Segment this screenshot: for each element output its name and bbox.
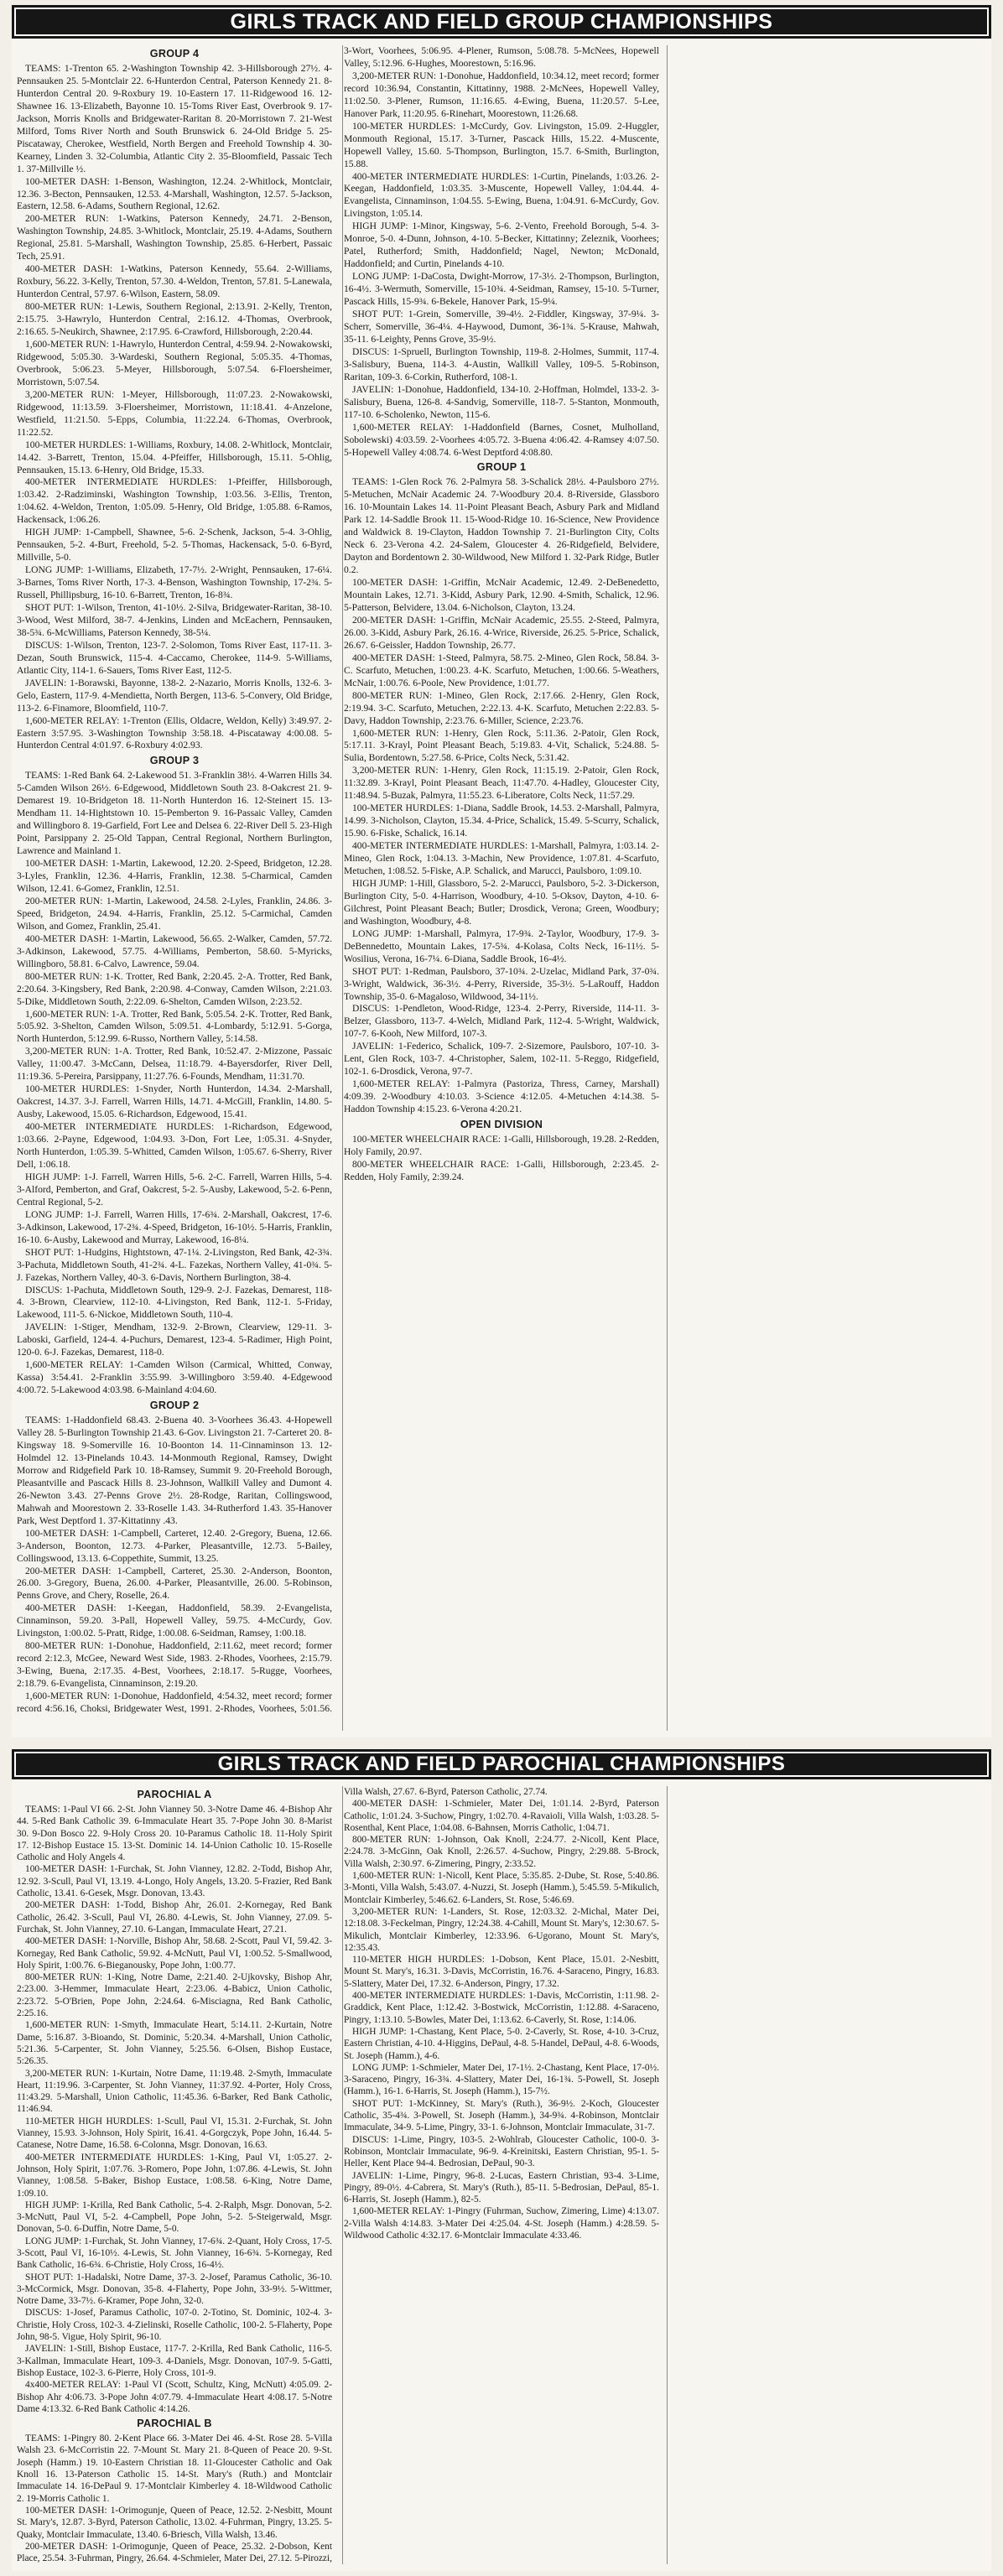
event-result: TEAMS: 1-Haddonfield 68.43. 2-Buena 40. 3-Voorhees 36.43. 4-Hopewell Valley 28. 5-Burlington Township 21.43. 6-Gov. Livingston 21. 7-Carteret 20. 8-Kingsway 18. 9-Somerville 16. 10-Boonton 14. 11-Cinnaminson 13. 12-Holmdel 12. 13-Pinelands 10.43. 14-Monmouth Regional, Ramsey, Dwight Morrow and Ridgefield Park 10. 18-Ramsey, Summit 9. 20-Freehold Borough, Pleasantville and Pascack Hills 8. 23-Johnson, Wallkill Valley and Dumont 4. 26-Newton 3.43. 27-Penns Grove 2½. 28-Rodge, Raritan, Collingswood, Mahwah and Moorestown 2. 33-Roselle 1.43. 34-Rutherford 1.43. 35-Hanover Park, West Deptford 1. 37-Kittatinny .43. (17, 1415, 332, 1526)
event-result: 1,600-METER RUN: 1-Henry, Glen Rock, 5:11.36. 2-Patoir, Glen Rock, 5:17.11. 3-Krayl, Point Pleasant Beach, 5:19.83. 4-Vit, Schalick, 5:24.88. 5-Sulia, Bordentown, 5:27.58. 6-Price, Colts Neck, 5:31.42. (344, 727, 659, 764)
group-championships-banner: GIRLS TRACK AND FIELD GROUP CHAMPIONSHIPS (12, 5, 991, 39)
event-result: 400-METER INTERMEDIATE HURDLES: 1-Marshall, Palmyra, 1:03.14. 2-Mineo, Glen Rock, 1:04.13. 3-Machin, New Providence, 1:07.81. 4-Scarfuto, Metuchen, 1:08.52. 5-Fiske, A.P. Schalick, and Marucci, Paulsboro, 1:09.10. (344, 840, 659, 876)
event-result: DISCUS: 1-Pachuta, Middletown South, 129-9. 2-J. Fazekas, Demarest, 118-4. 3-Brown, Clearview, 112-10. 4-Livingston, Red Bank, 112-1. 5-Friday, Lakewood, 111-5. 6-Nickoe, Middletown South, 110-4. (17, 1284, 332, 1321)
event-result: 800-METER WHEELCHAIR RACE: 1-Galli, Hillsborough, 2:23.45. 2-Redden, Holy Family, 2:39.24. (344, 1158, 659, 1182)
division-heading: GROUP 2 (149, 1400, 200, 1412)
event-result: DISCUS: 1-Wilson, Trenton, 123-7. 2-Solomon, Toms River East, 117-11. 3-Dezan, South Brunswick, 115-4. 4-Caccamo, Cherokee, 114-9. 5-Williams, Atlantic City, 114-1. 6-Sauers, Toms River East, 112-5. (17, 639, 332, 676)
event-result: 100-METER DASH: 1-Martin, Lakewood, 12.20. 2-Speed, Bridgeton, 12.28. 3-Lyles, Franklin, 12.36. 4-Harris, Franklin, 12.38. 5-Charmical, Camden Wilson, 12.41. 6-Gomez, Franklin, 12.51. (17, 858, 332, 894)
event-result: 4x400-METER RELAY: 1-Paul VI (Scott, Schultz, King, McNutt) 4:05.09. 2-Bishop Ahr 4:06.73. 3-Pope John 4:07.79. 4-Immaculate Heart 4:08.17. 5-Notre Dame 4:13.32. 6-Red Bank Catholic 4:14.26. (17, 2380, 332, 2414)
event-result: 1,600-METER RUN: 1-A. Trotter, Red Bank, 5:05.54. 2-K. Trotter, Red Bank, 5:05.92. 3-Shelton, Camden Wilson, 5:09.51. 4-Lombardy, 5:12.91. 5-Gorga, North Hunterdon, 5:12.99. 6-Russo, Northern Valley, 5:14.58. (17, 1008, 332, 1045)
division-heading: PAROCHIAL B (137, 2418, 212, 2430)
event-result: DISCUS: 1-Pendleton, Wood-Ridge, 123-4. 2-Perry, Riverside, 114-11. 3-Belzer, Glassboro, 113-7. 4-Welch, Midland Park, 112-4. 5-Wright, Waldwick, 107-7. 6-Kooh, New Milford, 107-3. (344, 1003, 659, 1040)
event-result: 100-METER HURDLES: 1-McCurdy, Gov. Livingston, 15.09. 2-Huggler, Monmouth Regional, 15.17. 3-Turner, Pascack Hills, 15.22. 4-Muscente, Hopewell Valley, 15.60. 5-Thompson, Burlington, 15.7. 6-Smith, Burlington, 15.88. (344, 120, 659, 169)
event-result: 110-METER HIGH HURDLES: 1-Dobson, Kent Place, 15.01. 2-Nesbitt, Mount St. Mary's, 16.31. 3-Davis, McCorristin, 16.76. 4-Saraceno, Pingry, 16.83. 5-Slattery, Mater Dei, 17.32. 6-Anderson, Pingry, 17.32. (344, 1955, 659, 1989)
event-result: TEAMS: 1-Paul VI 66. 2-St. John Vianney 50. 3-Notre Dame 46. 4-Bishop Ahr 44. 5-Red Bank Catholic 39. 6-Immaculate Heart 35. 7-Pope John 30. 8-Marist 30. 9-Don Bosco 22. 9-Holy Cross 20. 10-Paramus Catholic 18. 11-Holy Spirit 17. 12-Bishop Eustace 15. 13-St. Dominic 14. 14-Union Catholic 10. 15-Roselle Catholic and Holy Angels 4. (17, 1805, 332, 1863)
event-result: 200-METER RUN: 1-Martin, Lakewood, 24.58. 2-Lyles, Franklin, 24.86. 3-Speed, Bridgeton, 24.94. 4-Harris, Franklin, 25.12. 5-Carmichal, Camden Wilson, and Gomez, Franklin, 25.41. (17, 895, 332, 932)
division-heading: GROUP 4 (149, 48, 200, 60)
event-result: 3,200-METER RUN: 1-Donohue, Haddonfield, 10:34.12, meet record; former record 10:36.94, Constantin, Kittatinny, 1988. 2-McNees, Hopewell Valley, 11:02.50. 3-Plener, Rumson, 11:16.65. 4-Ewing, Buena, 11:20.57. 5-Lee, Hanover Park, 11:20.95. 6-Rinehart, Moorestown, 11:26.68. (344, 70, 659, 119)
parochial-championships-banner: GIRLS TRACK AND FIELD PAROCHIAL CHAMPIONSHIPS (12, 1749, 991, 1779)
event-result: DISCUS: 1-Josef, Paramus Catholic, 107-0. 2-Totino, St. Dominic, 102-4. 3-Christie, Holy Cross, 102-3. 4-Zielinski, Roselle Catholic, 100-2. 5-Flaherty, Pope John, 98-5. Vigue, Holy Spirit, 96-10. (17, 2308, 332, 2343)
parochial-results-columns (17, 1786, 986, 2566)
event-result: 3,200-METER RUN: 1-Henry, Glen Rock, 11:15.19. 2-Patoir, Glen Rock, 11:32.89. 3-Krayl, Point Pleasant Beach, 11:47.70. 4-Hadley, Gloucester City, 11:48.94. 5-Buzak, Palmyra, 11:55.23. 6-Liberatore, Colts Neck, 11:57.29. (344, 765, 659, 802)
event-result: 100-METER WHEELCHAIR RACE: 1-Galli, Hillsborough, 19.28. 2-Redden, Holy Family, 20.97. (344, 1134, 659, 1158)
event-result: 1,600-METER RUN: 1-Nicoll, Kent Place, 5:35.85. 2-Dube, St. Rose, 5:40.86. 3-Monti, Villa Walsh, 5:43.07. 4-Nuzzi, St. Joseph (Hamm.), 5:45.59. 5-Mikulich, Montclair Kimberley, 5:46.62. 6-Landers, St. Rose, 5:46.69. (344, 1871, 659, 1905)
event-result: 800-METER RUN: 1-K. Trotter, Red Bank, 2:20.45. 2-A. Trotter, Red Bank, 2:20.64. 3-Kingsbery, Red Bank, 2:20.98. 4-Conway, Camden Wilson, 2:21.03. 5-Dike, Middletown South, 2:22.09. 6-Shelton, Camden Wilson, 2:23.52. (17, 970, 332, 1007)
event-result: 400-METER DASH: 1-Keegan, Haddonfield, 58.39. 2-Evangelista, Cinnaminson, 59.20. 3-Pall, Hopewell Valley, 59.75. 4-McCurdy, Gov. Livingston, 1:00.02. 5-Pratt, Ridge, 1:00.08. 6-Seidman, Ramsey, 1:00.18. (17, 1602, 332, 1639)
event-result: 800-METER RUN: 1-Lewis, Southern Regional, 2:13.91. 2-Kelly, Trenton, 2:15.75. 3-Hawrylo, Hunterdon Central, 2:16.12. 4-Thomas, Overbrook, 2:16.65. 5-Neukirch, Shawnee, 2:17.95. 6-Crawford, Hillsborough, 2:20.44. (17, 301, 332, 338)
event-result: 200-METER DASH: 1-Todd, Bishop Ahr, 26.01. 2-Kornegay, Red Bank Catholic, 26.42. 3-Scull, Paul VI, 26.80. 4-Lewis, St. John Vianney, 27.09. 5-Furchak, St. John Vianney, 27.10. 6-Langan, Immaculate Heart, 27.21. (17, 1900, 332, 1935)
event-result: 1,600-METER RUN: 1-Donohue, Haddonfield, 4:54.32, meet record; former record 4:56.16, Choksi, Bridgewater West, 1991. 2-Rhodes, Voorhees, 5:01.56. 3-Wort, Voorhees, 5:06.95. 4-Plener, Rumson, 5:08.78. 5-McNees, Hopewell Valley, 5:12.96. 6-Hughes, Moorestown, 5:16.96. (17, 45, 659, 1714)
event-result: JAVELIN: 1-Still, Bishop Eustace, 117-7. 2-Krilla, Red Bank Catholic, 116-5. 3-Kallman, Immaculate Heart, 109-3. 4-Daniels, Msgr. Donovan, 107-9. 5-Gatti, Bishop Eustace, 102-3. 6-Pierre, Holy Cross, 101-9. (17, 2344, 332, 2378)
parochial-championships-section (12, 1749, 991, 2571)
event-result: SHOT PUT: 1-Grein, Somerville, 39-4½. 2-Fiddler, Kingsway, 37-9¼. 3-Scherr, Somerville, 36-4¼. 4-Haywood, Dumont, 36-1¾. 5-Krause, Mahwah, 35-11. 6-Leighty, Penns Grove, 35-9½. (344, 309, 659, 345)
event-result: LONG JUMP: 1-Marshall, Palmyra, 17-9¾. 2-Taylor, Woodbury, 17-9. 3-DeBennedetto, Mountain Lakes, 17-5¾. 4-Kolasa, Colts Neck, 16-11½. 5-Wosilius, Verona, 16-7¼. 6-Diana, Saddle Brook, 16-4½. (344, 927, 659, 964)
event-result: JAVELIN: 1-Lime, Pingry, 96-8. 2-Lucas, Eastern Christian, 93-4. 3-Lime, Pingry, 89-0½. 4-Cabrera, St. Mary's (Ruth.), 85-11. 5-Bedrosian, DePaul, 85-1. 6-Harris, St. Joseph (Hamm.), 82-5. (344, 2170, 659, 2205)
event-result: 200-METER DASH: 1-Orimogunje, Queen of Peace, 25.32. 2-Dobson, Kent Place, 25.54. 3-Fuhrman, Pingry, 26.64. 4-Schmieler, Mater Dei, 27.12. 5-Pirozzi, Villa Walsh, 27.67. 6-Byrd, Paterson Catholic, 27.74. (17, 1787, 548, 2564)
event-result: 1,600-METER RUN: 1-Smyth, Immaculate Heart, 5:14.11. 2-Kurtain, Notre Dame, 5:16.87. 3-Bioando, St. Dominic, 5:20.34. 4-Marshall, Union Catholic, 5:21.36. 5-Carpenter, St. John Vianney, 5:25.56. 6-Olsen, Bishop Eustace, 5:26.35. (17, 2020, 332, 2067)
event-result: LONG JUMP: 1-Williams, Elizabeth, 17-7½. 2-Wright, Pennsauken, 17-6¼. 3-Barnes, Toms River North, 17-3. 4-Benson, Washington Township, 17-2¾. 5-Russell, Phillipsburg, 16-10. 6-Barrett, Trenton, 16-8¾. (17, 564, 332, 601)
division-heading: GROUP 3 (149, 755, 200, 767)
event-result: 100-METER DASH: 1-Griffin, McNair Academic, 12.49. 2-DeBenedetto, Mountain Lakes, 12.71. 3-Kidd, Asbury Park, 12.90. 4-Smith, Schalick, 12.96. 5-Patterson, Belvidere, 13.04. 6-Nicholson, Clayton, 13.24. (344, 577, 659, 613)
division-heading: OPEN DIVISION (460, 1119, 543, 1131)
event-result: 1,600-METER RELAY: 1-Haddonfield (Barnes, Cosnet, Mulholland, Sobolewski) 4:03.59. 2-Voorhees 4:05.72. 3-Buena 4:06.42. 4-Ramsey 4:07.50. 5-Hopewell Valley 4:08.74. 6-West Deptford 4:08.80. (344, 421, 659, 458)
event-result: 200-METER DASH: 1-Campbell, Carteret, 25.30. 2-Anderson, Boonton, 26.00. 3-Gregory, Buena, 26.00. 4-Parker, Pleasantville, 26.00. 5-Robinson, Penns Grove, and Chery, Roselle, 26.4. (17, 1565, 332, 1602)
event-result: TEAMS: 1-Trenton 65. 2-Washington Township 42. 3-Hillsborough 27½. 4-Pennsauken 25. 5-Montclair 22. 6-Hunterdon Central, Paterson Kennedy 21. 8-Hunterdon Central 20. 9-Roxbury 19. 10-Eastern 17. 11-Ridgewood 16. 12-Shawnee 16. 13-Elizabeth, Bayonne 10. 15-Toms River East, Overbrook 9. 17-Jackson, Morris Knolls and Bridgewater-Raritan 8. 20-Morristown 7. 21-West Milford, Toms River North and South Brunswick 6. 24-Old Bridge 5. 25-Piscataway, Cherokee, Westfield, North Bergen and Freehold Township 4. 30-Kearney, Linden 3. 32-Columbia, Atlantic City 2. 35-Bloomfield, Passaic Tech 1. 37-Millville ½. (17, 63, 332, 174)
event-result: SHOT PUT: 1-McKinney, St. Mary's (Ruth.), 36-9½. 2-Koch, Gloucester Catholic, 35-4¾. 3-Powell, St. Joseph (Hamm.), 34-9¾. 4-Robinson, Montclair Immaculate, 34-9. 5-Lime, Pingry, 33-1. 6-Johnson, Montclair Immaculate, 31-7. (344, 2098, 659, 2133)
event-result: 1,600-METER RELAY: 1-Camden Wilson (Carmical, Whitted, Conway, Kassa) 3:54.41. 2-Franklin 3:55.99. 3-Willingboro 3:59.40. 4-Edgewood 4:00.72. 5-Lakewood 4:03.98. 6-Mainland 4:04.60. (17, 1359, 332, 1396)
event-result: JAVELIN: 1-Borawski, Bayonne, 138-2. 2-Nazario, Morris Knolls, 132-6. 3-Gelo, Eastern, 117-9. 4-Mendietta, North Bergen, 113-6. 5-Convery, Old Bridge, 113-2. 6-Finamore, Bloomfield, 110-7. (17, 677, 332, 714)
event-result: DISCUS: 1-Spruell, Burlington Township, 119-8. 2-Holmes, Summit, 117-4. 3-Salisbury, Buena, 114-3. 4-Austin, Wallkill Valley, 109-5. 5-Robinson, Raritan, 109-3. 6-Corkin, Rutherford, 108-1. (344, 345, 659, 382)
event-result: LONG JUMP: 1-Schmieler, Mater Dei, 17-1½. 2-Chastang, Kent Place, 17-0½. 3-Saraceno, Pingry, 16-3¾. 4-Slattery, Mater Dei, 16-1¾. 5-Powell, St. Joseph (Hamm.), 16-1. 6-Harris, St. Joseph (Hamm.), 15-7½. (344, 2062, 659, 2097)
event-result: 1,600-METER RELAY: 1-Palmyra (Pastoriza, Thress, Carney, Marshall) 4:09.39. 2-Woodbury 4:10.03. 3-Science 4:12.05. 4-Metuchen 4:14.38. 5-Haddon Township 4:15.23. 6-Verona 4:20.21. (344, 1078, 659, 1115)
event-result: 3,200-METER RUN: 1-Kurtain, Notre Dame, 11:19.48. 2-Smyth, Immaculate Heart, 11:19.96. 3-Carpenter, St. John Vianney, 11:37.92. 4-Porter, Holy Cross, 11:43.29. 5-Marshall, Union Catholic, 11:45.36. 6-Barker, Red Bank Catholic, 11:46.94. (17, 2068, 332, 2115)
event-result: HIGH JUMP: 1-Chastang, Kent Place, 5-0. 2-Caverly, St. Rose, 4-10. 3-Cruz, Eastern Christian, 4-10. 4-Higgins, DePaul, 4-8. 5-Handel, DePaul, 4-8. 6-Woods, St. Joseph (Hamm.), 4-6. (344, 2026, 659, 2061)
division-heading: PAROCHIAL A (137, 1789, 212, 1800)
event-result: 400-METER DASH: 1-Steed, Palmyra, 58.75. 2-Mineo, Glen Rock, 58.84. 3-C. Scarfuto, Metuchen, 1:00.23. 4-K. Scarfuto, Metuchen, 1:00.66. 5-Weathers, McNair, 1:00.76. 6-Poole, New Providence, 1:01.77. (344, 652, 659, 688)
event-result: 400-METER INTERMEDIATE HURDLES: 1-Pfeiffer, Hillsborough, 1:03.42. 2-Radziminski, Washington Township, 1:03.56. 3-Ellis, Trenton, 1:04.62. 4-Weldon, Trenton, 1:05.09. 5-Henry, Old Bridge, 1:05.88. 6-Ramos, Hackensack, 1:06.26. (17, 476, 332, 526)
event-result: 400-METER DASH: 1-Watkins, Paterson Kennedy, 55.64. 2-Williams, Roxbury, 56.22. 3-Kelly, Trenton, 57.30. 4-Weldon, Trenton, 57.81. 5-Lanewala, Hunterdon Central, 57.97. 6-Wilson, Eastern, 58.09. (17, 263, 332, 300)
event-result: JAVELIN: 1-Donohue, Haddonfield, 134-10. 2-Hoffman, Holmdel, 133-2. 3-Salisbury, Buena, 126-8. 4-Sandvig, Somerville, 118-7. 5-Stanton, Monmouth, 117-10. 6-Scholenko, Newton, 115-6. (344, 383, 659, 420)
event-result: 3,200-METER RUN: 1-Meyer, Hillsborough, 11:07.23. 2-Nowakowski, Ridgewood, 11:13.59. 3-Floersheimer, Morristown, 11:18.41. 4-Anzelone, Westfield, 11:21.50. 5-Epps, Columbia, 11:22.24. 6-Thomas, Overbrook, 11:22.52. (17, 388, 332, 438)
event-result: 800-METER RUN: 1-Mineo, Glen Rock, 2:17.66. 2-Henry, Glen Rock, 2:19.94. 3-C. Scarfuto, Metuchen, 2:22.13. 4-K. Scarfuto, Metuchen 2:22.83. 5-Davy, Haddon Township, 2:23.76. 6-Miller, Science, 2:23.76. (344, 689, 659, 726)
event-result: 800-METER RUN: 1-King, Notre Dame, 2:21.40. 2-Ujkovsky, Bishop Ahr, 2:23.00. 3-Hemmer, Immaculate Heart, 2:23.06. 4-Babicz, Union Catholic, 2:23.72. 5-O'Brien, Pope John, 2:24.64. 6-Misciagna, Red Bank Catholic, 2:25.16. (17, 1972, 332, 2019)
event-result: 400-METER INTERMEDIATE HURDLES: 1-Richardson, Edgewood, 1:03.66. 2-Payne, Edgewood, 1:04.93. 3-Don, Fort Lee, 1:05.31. 4-Snyder, North Hunterdon, 1:05.39. 5-Whitted, Camden Wilson, 1:05.67. 6-Sherry, River Dell, 1:06.18. (17, 1121, 332, 1170)
event-result: 800-METER RUN: 1-Donohue, Haddonfield, 2:11.62, meet record; former record 2:12.3, McGee, Neward West Side, 1983. 2-Rhodes, Voorhees, 2:15.79. 3-Ewing, Buena, 2:17.35. 4-Best, Voorhees, 2:18.17. 5-Rugge, Voorhees, 2:18.79. 6-Evangelista, Cinnaminson, 2:19.20. (17, 1640, 332, 1690)
event-result: 100-METER HURDLES: 1-Diana, Saddle Brook, 14.53. 2-Marshall, Palmyra, 14.99. 3-Nicholson, Clayton, 15.34. 4-Price, Schalick, 15.49. 5-Scurry, Schalick, 15.90. 6-Fiske, Schalick, 16.14. (344, 802, 659, 839)
event-result: 1,600-METER RELAY: 1-Trenton (Ellis, Oldacre, Weldon, Kelly) 3:49.97. 2-Eastern 3:57.95. 3-Washington Township 3:58.18. 4-Piscataway 4:00.08. 5-Hunterdon Central 4:01.97. 6-Roxbury 4:02.93. (17, 714, 332, 751)
event-result: 200-METER DASH: 1-Griffin, McNair Academic, 25.55. 2-Steed, Palmyra, 26.00. 3-Kidd, Asbury Park, 26.16. 4-Wrice, Riverside, 26.25. 5-Price, Schalick, 26.67. 6-Geissler, Haddon Township, 26.77. (344, 614, 659, 651)
event-result: JAVELIN: 1-Stiger, Mendham, 132-9. 2-Brown, Clearview, 129-11. 3-Laboski, Garfield, 124-4. 4-Puchurs, Demarest, 123-4. 5-Radimer, High Point, 120-0. 6-J. Fazekas, Demarest, 118-0. (17, 1322, 332, 1358)
event-result: LONG JUMP: 1-J. Farrell, Warren Hills, 17-6¾. 2-Marshall, Oakcrest, 17-6. 3-Adkinson, Lakewood, 17-2¾. 4-Speed, Bridgeton, 16-10½. 5-Harris, Franklin, 16-10. 6-Ausby, Lakewood and Murray, Lakewood, 16-8¼. (17, 1208, 332, 1245)
event-result: HIGH JUMP: 1-J. Farrell, Warren Hills, 5-6. 2-C. Farrell, Warren Hills, 5-4. 3-Alford, Pemberton, and Graf, Oakcrest, 5-2. 5-Ausby, Lakewood, 5-2. 6-Penn, Central Regional, 5-2. (17, 1171, 332, 1208)
event-result: 400-METER INTERMEDIATE HURDLES: 1-Curtin, Pinelands, 1:03.26. 2-Keegan, Haddonfield, 1:03.35. 3-Muscente, Hopewell Valley, 1:04.44. 4-Evangelista, Cinnaminson, 1:04.55. 5-Ewing, Buena, 1:04.91. 6-McCurdy, Gov. Livingston, 1:05.14. (344, 170, 659, 220)
group-results-columns (17, 45, 986, 1732)
event-result: DISCUS: 1-Lime, Pingry, 103-5. 2-Wohlrab, Gloucester Catholic, 100-0. 3-Robinson, Montclair Immaculate, 96-9. 4-Kreinitski, Eastern Christian, 95-1. 5-Heller, Kent Place 94-4. Bedrosian, DePaul, 90-3. (344, 2134, 659, 2169)
event-result: 400-METER INTERMEDIATE HURDLES: 1-King, Paul VI, 1:05.27. 2-Johnson, Holy Spirit, 1:07.76. 3-Romero, Pope John, 1:07.86. 4-Lewis, St. John Vianney, 1:08.58. 5-Baker, Bishop Eustace, 1:08.58. 6-King, Notre Dame, 1:09.10. (17, 2152, 332, 2199)
event-result: SHOT PUT: 1-Hadalski, Notre Dame, 37-3. 2-Josef, Paramus Catholic, 36-10. 3-McCormick, Msgr. Donovan, 35-8. 4-Flaherty, Pope John, 33-9½. 5-Wittmer, Notre Dame, 33-7½. 6-Kramer, Pope John, 32-0. (17, 2272, 332, 2307)
event-result: SHOT PUT: 1-Redman, Paulsboro, 37-10¾. 2-Uzelac, Midland Park, 37-0¾. 3-Wright, Waldwick, 36-3½. 4-Perry, Riverside, 35-3½. 5-LaRouff, Haddon Township, 35-0. 6-Magaloso, Wildwood, 34-11½. (344, 965, 659, 1002)
event-result: HIGH JUMP: 1-Campbell, Shawnee, 5-6. 2-Schenk, Jackson, 5-4. 3-Ohlig, Pennsauken, 5-2. 4-Burt, Freehold, 5-2. 5-Thomas, Hackensack, 5-0. 6-Byrd, Millville, 5-0. (17, 527, 332, 564)
event-result: TEAMS: 1-Pingry 80. 2-Kent Place 66. 3-Mater Dei 46. 4-St. Rose 28. 5-Villa Walsh 23. 6-McCorristin 22. 7-Mount St. Mary 21. 8-Queen of Peace 20. 9-St. Joseph (Hamm.) 19. 10-Eastern Christian 18. 11-Gloucester Catholic and Oak Knoll 16. 13-Paterson Catholic 15. 14-St. Mary's (Ruth.) and Montclair Immaculate 14. 16-DePaul 9. 17-Montclair Kimberley 4. 18-Wildwood Catholic 2. 19-Morris Catholic 1. (17, 2433, 332, 2504)
event-result: SHOT PUT: 1-Wilson, Trenton, 41-10½. 2-Silva, Bridgewater-Raritan, 38-10. 3-Wood, West Milford, 38-7. 4-Jenkins, Linden and McEachern, Pennsauken, 38-5¾. 6-McWilliams, Paterson Kennedy, 38-5¼. (17, 601, 332, 638)
event-result: TEAMS: 1-Red Bank 64. 2-Lakewood 51. 3-Franklin 38½. 4-Warren Hills 34. 5-Camden Wilson 26½. 6-Edgewood, Middletown South 23. 8-Oakcrest 21. 9-Demarest 19. 10-Bridgeton 18. 11-North Hunterdon 16. 12-Steinert 15. 13-Mendham 11. 14-Hightstown 10. 15-Pemberton 9. 16-Passaic Valley, Camden and Willingboro 8. 19-Garfield, Fort Lee and Delsea 6. 22-River Dell 5. 23-High Point, Parsippany 2. 25-Old Tappan, Central Regional, Northern Burlington, Lawrence and Mainland 1. (17, 770, 332, 857)
event-result: TEAMS: 1-Glen Rock 76. 2-Palmyra 58. 3-Schalick 28½. 4-Paulsboro 27½. 5-Metuchen, McNair Academic 24. 7-Woodbury 20.4. 8-Riverside, Glassboro 16. 10-Mountain Lakes 14. 11-Point Pleasant Beach, Asbury Park and Midland Park 12. 14-Saddle Brook 11. 15-Wood-Ridge 10. 16-Science, New Providence and Waldwick 8. 19-Clayton, Haddon Township 7. 21-Burlington City, Colts Neck 6. 23-Verona 4.2. 24-Salem, Gloucester 4. 26-Ridgefield, Belvidere, Dayton and Bordentown 2. 30-Wildwood, New Milford 1. 32-Park Ridge, Butler 0.2. (344, 476, 659, 576)
event-result: JAVELIN: 1-Federico, Schalick, 109-7. 2-Sizemore, Paulsboro, 107-10. 3-Lent, Glen Rock, 103-7. 4-Christopher, Salem, 102-11. 5-Reggo, Ridgefield, 102-1. 6-Drosdick, Verona, 97-7. (344, 1041, 659, 1078)
event-result: 400-METER INTERMEDIATE HURDLES: 1-Davis, McCorristin, 1:11.98. 2-Graddick, Kent Place, 1:12.42. 3-Bostwick, McCorristin, 1:12.88. 4-Saraceno, Pingry, 1:13.10. 5-Bowles, Mater Dei, 1:13.62. 6-Caverly, St. Rose, 1:14.06. (344, 1991, 659, 2025)
event-result: SHOT PUT: 1-Hudgins, Hightstown, 47-1¼. 2-Livingston, Red Bank, 42-3¾. 3-Pachuta, Middletown South, 41-2¾. 4-L. Fazekas, Northern Valley, 41-0¾. 5-J. Fazekas, Northern Valley, 40-3. 6-Davis, Northern Burlington, 38-4. (17, 1246, 332, 1283)
event-result: HIGH JUMP: 1-Krilla, Red Bank Catholic, 5-4. 2-Ralph, Msgr. Donovan, 5-2. 3-McNutt, Paul VI, 5-2. 4-Campbell, Pope John, 5-2. 5-Steigerwald, Msgr. Donovan, 5-0. 6-Duffin, Notre Dame, 5-0. (17, 2199, 332, 2235)
event-result: 100-METER DASH: 1-Campbell, Carteret, 12.40. 2-Gregory, Buena, 12.66. 3-Anderson, Boonton, 12.73. 4-Parker, Pleasantville, 12.73. 5-Bailey, Collingswood, 13.13. 6-Coppethite, Summit, 13.25. (17, 1527, 332, 1564)
event-result: LONG JUMP: 1-Furchak, St. John Vianney, 17-6¾. 2-Quant, Holy Cross, 17-5. 3-Scott, Paul VI, 16-10½. 4-Lewis, St. John Vianney, 16-6¾. 5-Kornegay, Red Bank Catholic, 16-6¾. 6-Christie, Holy Cross, 16-4½. (17, 2236, 332, 2271)
event-result: 100-METER DASH: 1-Orimogunje, Queen of Peace, 12.52. 2-Nesbitt, Mount St. Mary's, 12.87. 3-Byrd, Paterson Catholic, 13.02. 4-Fuhrman, Pingry, 13.25. 5-Quaky, Montclair Immaculate, 13.40. 6-Briesch, Villa Walsh, 13.46. (17, 2505, 332, 2540)
event-result: 400-METER DASH: 1-Schmieler, Mater Dei, 1:01.14. 2-Byrd, Paterson Catholic, 1:01.24. 3-Suchow, Pingry, 1:02.70. 4-Ravaioli, Villa Walsh, 1:03.28. 5-Rosenthal, Kent Place, 1:04.08. 6-Bahnsen, Morris Catholic, 1:04.71. (344, 1799, 659, 1833)
event-result: 400-METER DASH: 1-Martin, Lakewood, 56.65. 2-Walker, Camden, 57.72. 3-Adkinson, Lakewood, 57.75. 4-Williams, Pemberton, 58.60. 5-Myricks, Willingboro, 58.81. 6-Calvo, Lawrence, 59.04. (17, 932, 332, 969)
event-result: 110-METER HIGH HURDLES: 1-Scull, Paul VI, 15.31. 2-Furchak, St. John Vianney, 15.93. 3-Johnson, Holy Spirit, 16.41. 4-Gorgczyk, Pope John, 16.44. 5-Catanese, Notre Dame, 16.58. 6-Colonna, Msgr. Donovan, 16.63. (17, 2116, 332, 2151)
event-result: HIGH JUMP: 1-Minor, Kingsway, 5-6. 2-Vento, Freehold Borough, 5-4. 3-Monroe, 5-0. 4-Dunn, Johnson, 4-10. 5-Becker, Kittatinny; Zeleznik, Voorhees; Patel, Rutherford; Smith, Haddonfield; Nagel, Newton; McDonald, Haddonfield; and Curtin, Pinelands 4-10. (344, 221, 659, 270)
event-result: 200-METER RUN: 1-Watkins, Paterson Kennedy, 24.71. 2-Benson, Washington Township, 24.85. 3-Whitlock, Montclair, 25.19. 4-Adams, Southern Regional, 25.81. 5-Marshall, Washington Township, 25.85. 6-Herbert, Passaic Tech, 25.91. (17, 213, 332, 262)
event-result: HIGH JUMP: 1-Hill, Glassboro, 5-2. 2-Marucci, Paulsboro, 5-2. 3-Dickerson, Burlington City, 5-0. 4-Harrison, Woodbury, 4-10. 5-Oksov, Dayton, 4-10. 6-Gilchrest, Point Pleasant Beach; Butler; Drosdick, Verona; Green, Woodbury; and Washington, Woodbury, 4-8. (344, 877, 659, 927)
division-heading: GROUP 1 (476, 461, 527, 474)
event-result: 1,600-METER RUN: 1-Hawrylo, Hunterdon Central, 4:59.94. 2-Nowakowski, Ridgewood, 5:05.30. 3-Wardeski, Southern Regional, 5:05.35. 4-Thomas, Overbrook, 5:06.23. 5-Meyer, Hillsborough, 5:07.54. 6-Floersheimer, Morristown, 5:07.54. (17, 338, 332, 387)
event-result: 100-METER HURDLES: 1-Snyder, North Hunterdon, 14.34. 2-Marshall, Oakcrest, 14.37. 3-J. Farrell, Warren Hills, 14.71. 4-McGill, Franklin, 14.80. 5-Ausby, Lakewood, 15.05. 6-Richardson, Edgewood, 15.41. (17, 1083, 332, 1120)
event-result: 100-METER DASH: 1-Furchak, St. John Vianney, 12.82. 2-Todd, Bishop Ahr, 12.92. 3-Scull, Paul VI, 13.19. 4-Longo, Holy Angels, 13.20. 5-Frazier, Red Bank Catholic, 13.41. 6-Gesek, Msgr. Donovan, 13.43. (17, 1864, 332, 1899)
event-result: 3,200-METER RUN: 1-A. Trotter, Red Bank, 10:52.47. 2-Mizzone, Passaic Valley, 11:00.47. 3-McCann, Delsea, 11:18.79. 4-Bayersdorfer, River Dell, 11:19.36. 5-Pereira, Parsippany, 11:27.76. 6-Founds, Mendham, 11:31.70. (17, 1046, 332, 1083)
event-result: 100-METER HURDLES: 1-Williams, Roxbury, 14.08. 2-Whitlock, Montclair, 14.42. 3-Barrett, Trenton, 15.04. 4-Pfeiffer, Hillsborough, 15.11. 5-Ohlig, Pennsauken, 15.13. 6-Henry, Old Bridge, 15.33. (17, 439, 332, 475)
event-result: LONG JUMP: 1-DaCosta, Dwight-Morrow, 17-3½. 2-Thompson, Burlington, 16-4½. 3-Wermuth, Somerville, 15-10¾. 4-Seidman, Ramsey, 15-10. 5-Turner, Pascack Hills, 15-9¾. 6-Bekele, Hanover Park, 15-9¼. (344, 271, 659, 308)
event-result: 1,600-METER RELAY: 1-Pingry (Fuhrman, Suchow, Zimering, Lime) 4:13.07. 2-Villa Walsh 4:14.83. 3-Mater Dei 4:25.04. 4-St. Joseph (Hamm.) 4:28.59. 5-Wildwood Catholic 4:32.17. 6-Montclair Immaculate 4:33.46. (344, 2206, 659, 2241)
group-championships-section (12, 5, 991, 1737)
event-result: 100-METER DASH: 1-Benson, Washington, 12.24. 2-Whitlock, Montclair, 12.36. 3-Becton, Pennsauken, 12.53. 4-Marshall, Washington, 12.57. 5-Jackson, Eastern, 12.58. 6-Adams, Southern Regional, 12.62. (17, 175, 332, 212)
event-result: 3,200-METER RUN: 1-Landers, St. Rose, 12:03.32. 2-Michal, Mater Dei, 12:18.08. 3-Feckelman, Pingry, 12:24.38. 4-Cahill, Mount St. Mary's, 12:30.67. 5-Mikulich, Montclair Kimberley, 12:33.96. 6-Ugorano, Mount St. Mary's, 12:35.43. (344, 1906, 659, 1953)
event-result: 400-METER DASH: 1-Norville, Bishop Ahr, 58.68. 2-Scott, Paul VI, 59.42. 3-Kornegay, Red Bank Catholic, 59.92. 4-McNutt, Paul VI, 1:00.52. 5-Smallwood, Holy Spirit, 1:00.76. 6-Bieganousky, Pope John, 1:00.77. (17, 1936, 332, 1971)
event-result: 800-METER RUN: 1-Johnson, Oak Knoll, 2:24.77. 2-Nicoll, Kent Place, 2:24.78. 3-McGinn, Oak Knoll, 2:26.57. 4-Suchow, Pingry, 2:29.88. 5-Brock, Villa Walsh, 2:30.97. 6-Zimering, Pingry, 2:33.52. (344, 1835, 659, 1869)
